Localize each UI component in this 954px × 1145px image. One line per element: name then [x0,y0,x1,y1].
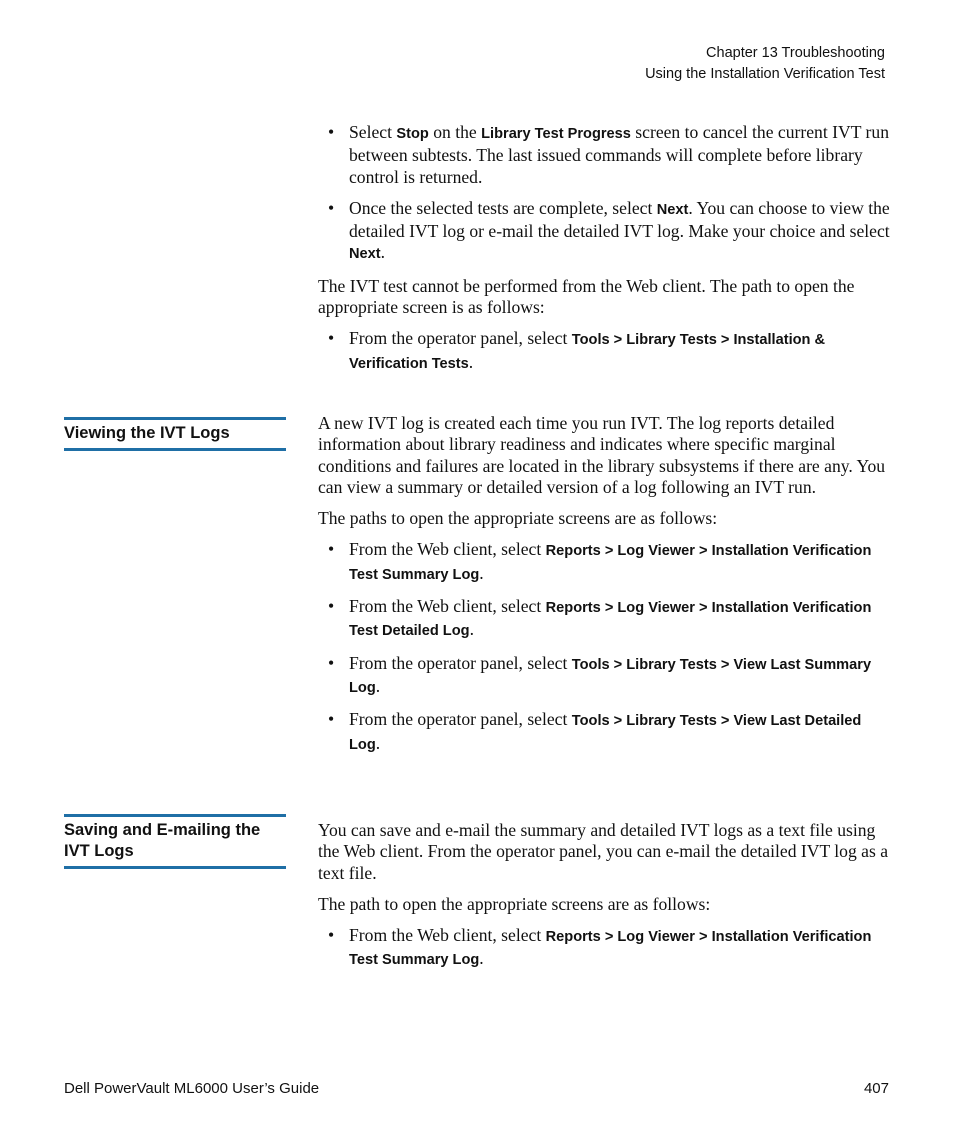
paragraph: You can save and e-mail the summary and detailed IVT logs as a text file using the Web client. From the operator panel, you can e-mail the detailed IVT log as a text file. [318,820,889,883]
ui-term: Library Test Progress [481,126,631,142]
ui-term: Reports > Log Viewer > Installation Verification Test Detailed Log [349,600,872,640]
paragraph: The paths to open the appropriate screens are as follows: [318,508,718,529]
footer-title: Dell PowerVault ML6000 User’s Guide [64,1080,320,1097]
saving-section-body [318,820,890,972]
page-number: 407 [863,1080,889,1097]
ui-term: Reports > Log Viewer > Installation Verification Test Summary Log [349,929,872,969]
ui-term: Tools > Library Tests > View Last Detailed Log [349,713,862,753]
ui-term: Stop [396,126,429,142]
viewing-section-body [318,413,890,756]
paragraph: The path to open the appropriate screens are as follows: [318,893,711,914]
bullet-icon: • [328,596,335,617]
list-item: • From the Web client, select Reports > Log Viewer > Installation Verification Test Detailed Log. [328,596,872,640]
bullet-icon: • [328,709,335,730]
bullet-icon: • [328,652,335,673]
bullet-icon: • [328,925,335,946]
list-item: • From the operator panel, select Tools > Library Tests > View Last Summary Log. [328,652,872,696]
list-item: • From the Web client, select Reports > Log Viewer > Installation Verification Test Summary Log. [328,539,872,583]
section-title: Using the Installation Verification Test [645,65,885,82]
bullet-icon: • [328,539,335,560]
running-header [645,43,885,84]
bullet-icon: • [328,197,335,218]
list-item: • From the operator panel, select Tools > Library Tests > Installation & Verification Tests. [328,328,826,372]
list-item: • From the operator panel, select Tools > Library Tests > View Last Detailed Log. [328,709,862,753]
ui-term: Tools > Library Tests > Installation & Verification Tests [349,332,826,372]
section-heading-viewing: Viewing the IVT Logs [64,417,286,451]
bullet-icon: • [328,328,335,349]
paragraph: The IVT test cannot be performed from the Web client. The path to open the appropriate screen is as follows: [318,275,855,318]
chapter-title: Chapter 13 Troubleshooting [706,45,885,61]
paragraph: A new IVT log is created each time you run IVT. The log reports detailed information about library readiness and indicates where specific marginal conditions and failures are located in the library subsystems if there are any. You can view a summary or detailed version of a log following an IVT run. [318,413,886,497]
ui-term: Tools > Library Tests > View Last Summary Log [349,656,872,696]
list-item: • Select Stop on the Library Test Progress screen to cancel the current IVT run between subtests. The last issued commands will complete before library control is returned. [328,122,889,187]
ui-term: Reports > Log Viewer > Installation Verification Test Summary Log [349,543,872,583]
bullet-icon: • [328,122,335,142]
ui-term: Next [349,246,381,263]
ui-term: Next [656,201,689,218]
section-heading-saving: Saving and E-mailing the IVT Logs [64,814,286,869]
list-item: • Once the selected tests are complete, select Next. You can choose to view the detailed IVT log or e-mail the detailed IVT log. Make your choice and select Next. [328,197,890,263]
list-item: • From the Web client, select Reports > Log Viewer > Installation Verification Test Summary Log. [328,925,872,969]
intro-block [318,122,890,375]
